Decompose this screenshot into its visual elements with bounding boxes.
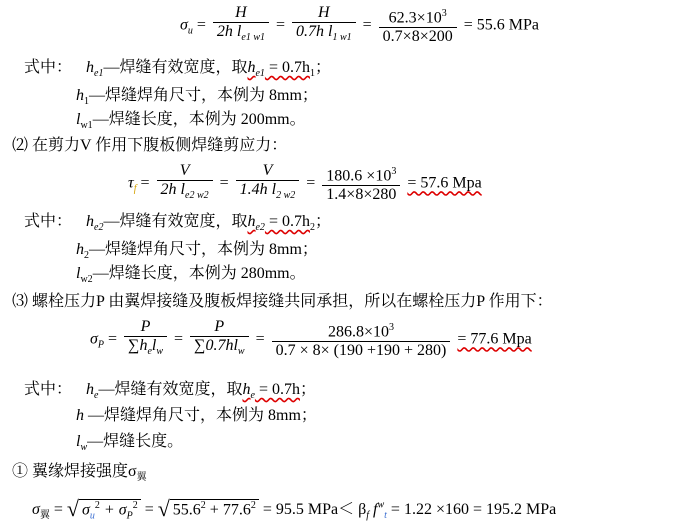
equation-2: $\tau_f$ = $\frac{V}{2h l_{e2 w2}}$ = $\frac{V}{1.4h l_{2 w2}}$ = $\frac{180.6 \times 10^3}{1.4\times 8\times 280}$ = 57.6 Mpa	[128, 162, 482, 204]
def3-l3-sub: w	[80, 442, 88, 454]
def3-l1-sub: e	[94, 390, 99, 402]
eq4-sqrt1-b-sub: P	[126, 510, 133, 522]
def3-l1-symbol: h	[86, 381, 95, 398]
eq3-lhs: σ	[90, 330, 98, 348]
eq2-fraction-3	[322, 163, 400, 204]
eq2-lhs: τ	[128, 174, 134, 192]
equation-3: $\sigma_P$ = $\frac{P}{\sum h_el_w}$ = $\frac{P}{\sum 0.7hl_w}$ = $\frac{286.8\times 10^3}{0.7 \times 8\times (190 +190 + 280)}$ = 77.6 Mpa	[90, 318, 532, 360]
eq4-sqrt2-sup2: 2	[250, 499, 256, 511]
def3-l3-text: —焊缝长度。	[87, 433, 184, 450]
eq1-fraction-3	[379, 5, 457, 46]
sqrt-icon: √	[66, 496, 79, 521]
eq2-frac3-num-sup: 3	[391, 165, 397, 177]
equation-4: $\sigma_翼$ = √ $\sigma_u^2 + \sigma_P^2$ = √ $55.6^2 + 77.6^2 = 95.5$ $MPa< \beta_f$ $f^w_t = 1.22 \times 160 = 195.2$ MPa	[32, 496, 557, 522]
eq4-sqrt2-sup1: 2	[200, 499, 206, 511]
eq4-sqrt-1	[79, 499, 141, 522]
def1-l1-expr-sub: e1	[255, 68, 265, 80]
def3-line-1	[24, 380, 316, 406]
eq4-sqrt1-a-sub: u	[89, 510, 95, 522]
def2-l3-text: —焊缝长度，本例为 280mm。	[92, 265, 306, 282]
sec4-heading-sub: 翼	[136, 472, 147, 484]
eq4-sqrt1-a: σ	[82, 501, 90, 518]
eq3-frac2-num: P	[190, 318, 249, 337]
eq1-frac1-num: H	[213, 4, 269, 23]
eq1-frac3-num-sup: 3	[441, 7, 447, 19]
def3-l1-expr: h	[242, 381, 251, 398]
eq2-lhs-sub: f	[133, 183, 137, 195]
def3-l1-end: ；	[299, 381, 316, 398]
eq1-frac3-den: 0.7×8×200	[382, 28, 453, 46]
def2-l2-sub: 2	[84, 250, 89, 262]
def1-line-1	[24, 58, 331, 84]
def3-l2-text: —焊缝焊角尺寸，本例为 8mm；	[84, 407, 317, 424]
sec3-heading-text: ⑶ 螺栓压力P 由翼焊接缝及腹板焊接缝共同承担，所以在螺栓压力P 作用下：	[12, 293, 553, 310]
def1-l1-rest: = 0.7h	[264, 59, 310, 76]
section-3-heading	[12, 292, 553, 312]
def2-l1-text: —焊缝有效宽度，取	[103, 213, 248, 230]
eq2-result: = 57.6 Mpa	[407, 174, 482, 192]
def3-line-3	[76, 432, 183, 458]
equation-1: $\sigma_u$ = $\frac{H}{2h l_{e1 w1}}$ = $\frac{H}{0.7h l_{1 w1}}$ = $\frac{62.3\times 10^3}{0.7\times 8\times 200}$ = 55.6 MPa	[180, 4, 539, 46]
eq1-frac1-den: 2h l	[216, 23, 242, 40]
eq2-frac3-den: 1.4×8×280	[326, 186, 397, 204]
section-2-heading	[12, 136, 287, 156]
eq4-f-sup: w	[377, 499, 385, 511]
eq4-sqrt1-a-sup: 2	[94, 499, 100, 511]
def3-line-2	[76, 406, 317, 426]
eq3-frac1-den: ∑h	[128, 337, 148, 354]
def2-l3-sub: w2	[80, 274, 93, 286]
def1-l1-text: —焊缝有效宽度，取	[103, 59, 248, 76]
eq3-frac3-num: 286.8×10	[327, 323, 389, 341]
eq3-frac3-den: 0.7 × 8× (190 +190 + 280)	[275, 342, 447, 360]
def3-l3-symbol: l	[76, 433, 81, 450]
eq1-frac3-num: 62.3×10	[388, 9, 442, 27]
def2-l1-expr: h	[247, 213, 256, 230]
eq2-frac2-num: V	[236, 162, 300, 181]
def1-l2-sub: 1	[84, 96, 89, 108]
eq2-frac1-den: 2h l	[160, 181, 185, 198]
eq4-mid: = 95.5 MPa＜ β	[258, 501, 367, 518]
def1-l1-expr: h	[247, 59, 256, 76]
eq2-frac1-den-sub: e2 w2	[185, 190, 209, 202]
eq3-frac3-num-sup: 3	[389, 321, 394, 333]
eq2-frac2-den: 1.4h l	[239, 181, 277, 198]
eq3-frac1-num: P	[124, 318, 167, 337]
section-4-heading	[12, 462, 147, 488]
eq3-frac1-den-l: l	[151, 337, 157, 354]
def2-l1-expr-sub: e2	[255, 222, 265, 234]
def2-l1-rest: = 0.7h	[264, 213, 310, 230]
def2-l2-symbol: h	[76, 241, 84, 258]
def1-l1-end: ；	[314, 59, 331, 76]
def2-line-3	[76, 264, 306, 290]
def2-l1-end: ；	[314, 213, 331, 230]
def2-line-2	[76, 240, 318, 266]
eq3-frac1-den-lsub: w	[156, 346, 164, 358]
eq3-frac2-den-sub: w	[237, 346, 245, 358]
def1-l2-text: —焊缝焊角尺寸，本例为 8mm；	[89, 87, 318, 104]
def1-l3-sub: w1	[80, 120, 93, 132]
sqrt-icon-2: √	[157, 496, 170, 521]
eq1-frac2-den: 0.7h l	[296, 23, 333, 40]
def2-l1-sub: e2	[94, 222, 104, 234]
eq4-f-symbol: f	[369, 501, 378, 518]
sec2-heading-text: ⑵ 在剪力V 作用下腹板侧焊缝剪应力：	[12, 137, 288, 154]
eq4-sqrt1-plus: + σ	[99, 501, 127, 518]
eq3-frac2-den: ∑0.7hl	[194, 337, 238, 354]
eq4-sqrt-2	[170, 499, 259, 519]
def3-l1-expr-sub: e	[250, 390, 255, 402]
def3-l1-text: —焊缝有效宽度，取	[98, 381, 243, 398]
eq3-fraction-3	[272, 319, 451, 360]
def2-l1-symbol: h	[86, 213, 95, 230]
eq4-lhs: σ	[32, 501, 40, 518]
eq1-fraction-1	[213, 4, 269, 47]
eq1-result: = 55.6 MPa	[463, 16, 539, 34]
eq4-result: = 1.22 ×160 = 195.2 MPa	[386, 501, 557, 518]
eq1-lhs: σ	[180, 16, 188, 34]
def3-l2-symbol: h	[76, 407, 84, 424]
def3-prefix: 式中：	[24, 381, 73, 398]
def1-l1-symbol: h	[86, 59, 95, 76]
def1-line-3	[76, 110, 306, 136]
eq3-fraction-2	[190, 318, 249, 361]
def1-l3-symbol: l	[76, 111, 81, 128]
eq2-frac3-num: 180.6 ×10	[326, 167, 392, 185]
eq2-fraction-1	[157, 162, 213, 205]
eq3-lhs-sub: P	[97, 339, 104, 351]
eq1-lhs-sub: u	[187, 25, 193, 37]
eq1-frac2-den-sub: 1 w1	[332, 32, 352, 44]
def1-l2-symbol: h	[76, 87, 84, 104]
eq4-sqrt2-plus: + 77.6	[205, 501, 251, 518]
def1-line-2	[76, 86, 318, 112]
eq2-frac2-den-sub: 2 w2	[276, 190, 296, 202]
def3-l1-rest: = 0.7h	[254, 381, 300, 398]
def2-prefix: 式中：	[24, 213, 73, 230]
eq2-frac1-num: V	[157, 162, 213, 181]
eq4-f-sub: t	[384, 510, 387, 522]
eq1-fraction-2	[292, 4, 356, 47]
sec4-heading-text: ① 翼缘焊接强度σ	[12, 463, 137, 480]
eq1-frac1-den-sub: e1 w1	[241, 32, 265, 44]
def1-l1-rest-sub: 1	[309, 68, 315, 80]
def2-l1-rest-sub: 2	[309, 222, 315, 234]
eq3-fraction-1	[124, 318, 167, 361]
eq1-frac2-num: H	[292, 4, 356, 23]
def2-l2-text: —焊缝焊角尺寸，本例为 8mm；	[89, 241, 318, 258]
def2-l3-symbol: l	[76, 265, 81, 282]
def2-line-1	[24, 212, 331, 238]
eq4-beta-sub: f	[366, 510, 370, 522]
eq3-result: = 77.6 Mpa	[457, 330, 532, 348]
eq3-frac1-den-tail: e	[147, 346, 152, 358]
eq4-lhs-sub: 翼	[39, 510, 50, 522]
def1-l1-sub: e1	[94, 68, 104, 80]
eq4-sqrt1-b-sup: 2	[132, 499, 138, 511]
eq4-sqrt2-a: 55.6	[172, 501, 201, 518]
def1-l3-text: —焊缝长度，本例为 200mm。	[92, 111, 306, 128]
eq2-fraction-2	[236, 162, 300, 205]
def1-prefix: 式中：	[24, 59, 73, 76]
